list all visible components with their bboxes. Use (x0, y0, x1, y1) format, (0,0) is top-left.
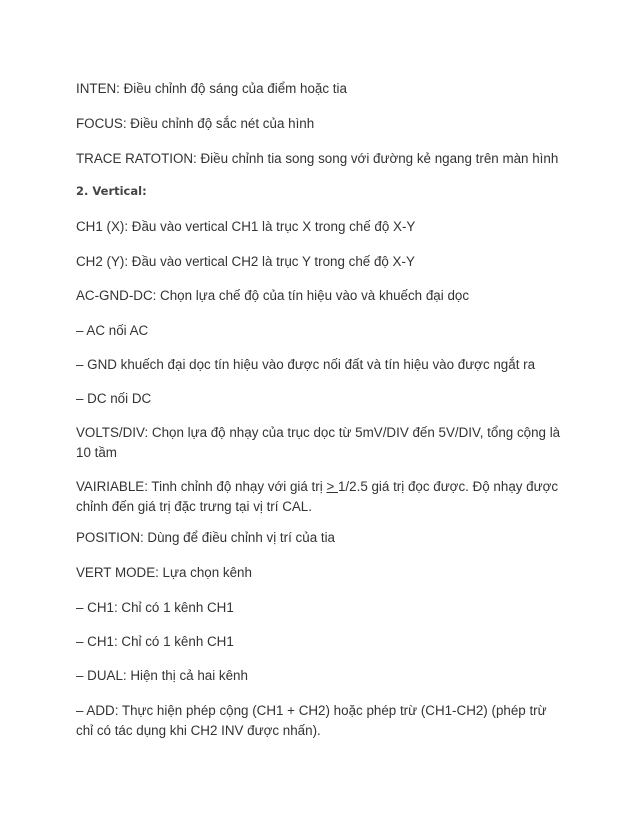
mode-add-item: – ADD: Thực hiện phép cộng (CH1 + CH2) hoặc phép trừ (CH1-CH2) (phép trừ chỉ có tác dụng khi CH2 INV được nhấn). (76, 703, 547, 738)
vert-mode-paragraph: VERT MODE: Lựa chọn kênh (76, 565, 252, 580)
ch2-paragraph: CH2 (Y): Đầu vào vertical CH2 là trục Y trong chế độ X-Y (76, 254, 415, 269)
focus-paragraph: FOCUS: Điều chỉnh độ sắc nét của hình (76, 116, 315, 131)
dc-item: – DC nối DC (76, 391, 152, 406)
position-paragraph: POSITION: Dùng để điều chỉnh vị trí của tia (76, 530, 336, 545)
ac-item: – AC nối AC (76, 323, 149, 338)
trace-rotation-paragraph: TRACE RATOTION: Điều chỉnh tia song song với đường kẻ ngang trên màn hình (76, 151, 559, 166)
section-heading: 2. Vertical: (76, 184, 147, 198)
ch1-paragraph: CH1 (X): Đầu vào vertical CH1 là trục X trong chế độ X-Y (76, 219, 416, 234)
mode-dual-item: – DUAL: Hiện thị cả hai kênh (76, 668, 248, 683)
variable-paragraph (76, 477, 566, 517)
greater-equal-symbol: > (326, 479, 338, 494)
inten-paragraph: INTEN: Điều chỉnh độ sáng của điểm hoặc tia (76, 81, 347, 96)
variable-text-end: 1/2.5 giá trị đọc được. Độ nhạy được chỉnh đến giá trị đặc trưng tại vị trí CAL. (76, 479, 559, 514)
variable-text-start: VAIRIABLE: Tinh chỉnh độ nhạy với giá trị (76, 479, 327, 494)
mode-ch1-item-repeat: – CH1: Chỉ có 1 kênh CH1 (76, 634, 234, 649)
gnd-item: – GND khuếch đại dọc tín hiệu vào được nối đất và tín hiệu vào được ngắt ra (76, 357, 536, 372)
mode-ch1-item: – CH1: Chỉ có 1 kênh CH1 (76, 600, 234, 615)
ac-gnd-dc-paragraph: AC-GND-DC: Chọn lựa chế độ của tín hiệu vào và khuếch đại dọc (76, 288, 470, 303)
volts-div-paragraph: VOLTS/DIV: Chọn lựa độ nhạy của trục dọc từ 5mV/DIV đến 5V/DIV, tổng cộng là 10 tầm (76, 425, 561, 460)
